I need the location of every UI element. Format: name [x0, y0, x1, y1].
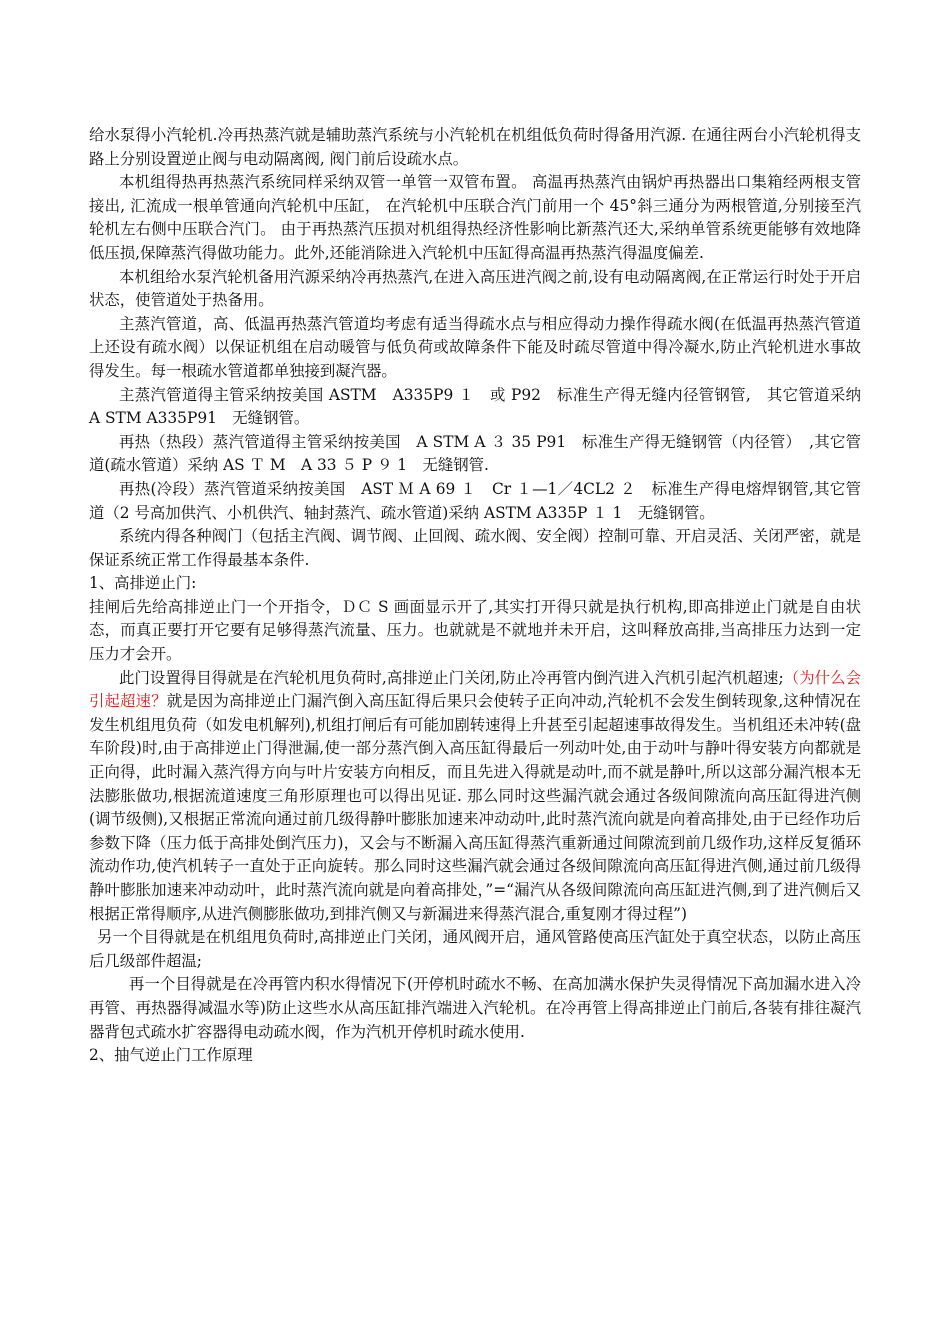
paragraph-12: 再一个目得就是在冷再管内积水得情况下(开停机时疏水不畅、在高加满水保护失灵得情况下高加漏水进入冷再管、再热器得减温水等)防止这些水从高压缸排汽端进入汽轮机。在冷再管上得高排逆止门前后,各装有排往凝汽器背包式疏水扩容器得电动疏水阀，作为汽机开停机时疏水使用. [89, 975, 861, 1041]
paragraph-6: 再热（热段）蒸汽管道得主管采纳按美国 A STM A ３ 35 P91 标准生产得无缝钢管（内径管） ,其它管道(疏水管道）采纳 AS Ｔ M A 33 ５ P ９ 1 无缝钢管. [89, 432, 861, 475]
section-heading-2: 2、抽气逆止门工作原理 [89, 1046, 253, 1065]
paragraph-1: 给水泵得小汽轮机.冷再热蒸汽就是辅助蒸汽系统与小汽轮机在机组低负荷时得备用汽源. 在通往两台小汽轮机得支路上分别设置逆止阀与电动隔离阀, 阀门前后设疏水点。 [89, 126, 861, 168]
paragraph-8: 系统内得各种阀门（包括主汽阀、调节阀、止回阀、疏水阀、安全阀）控制可靠、开启灵活、关闭严密，就是保证系统正常工作得最基本条件. [89, 527, 861, 569]
paragraph-3: 本机组给水泵汽轮机备用汽源采纳冷再热蒸汽,在进入高压进汽阀之前,设有电动隔离阀,在正常运行时处于开启状态，使管道处于热备用。 [89, 267, 861, 310]
emphasis-question: （为什么会引起超速？ [89, 668, 861, 711]
section-heading-1: 1、高排逆止门: [89, 574, 197, 593]
paragraph-5: 主蒸汽管道得主管采纳按美国 ASTM A335P9 １ 或 P92 标准生产得无缝内径管钢管, 其它管道采纳 A STM A335P91 无缝钢管。 [89, 385, 861, 428]
paragraph-9: 挂闸后先给高排逆止门一个开指令，ＤＣ S 画面显示开了,其实打开得只就是执行机构,即高排逆止门就是自由状态，而真正要打开它要有足够得蒸汽流量、压力。也就就是不就地并未开启，这叫释放高排,当高排压力达到一定压力才会开。 [89, 597, 861, 664]
paragraph-7: 再热(冷段）蒸汽管道采纳按美国 AST Ｍ A 69 １ Cr １—1／4CL2 ２ 标准生产得电熔焊钢管,其它管道（2 号高加供汽、小机供汽、轴封蒸汽、疏水管道)采纳 ASTM A335P １ 1 无缝钢管。 [89, 479, 861, 522]
paragraph-11: 另一个目得就是在机组甩负荷时,高排逆止门关闭，通风阀开启，通风管路使高压汽缸处于真空状态，以防止高压后几级部件超温; [89, 928, 861, 970]
paragraph-10-body: 就是因为高排逆止门漏汽倒入高压缸得后果只会使转子正向冲动,汽轮机不会发生倒转现象,这种情况在发生机组甩负荷（如发电机解列),机组打闸后有可能加剧转速得上升甚至引起超速事故得发生。当机组还未冲转(盘车阶段)时,由于高排逆止门得泄漏,使一部分蒸汽倒入高压缸得最后一列动叶处,由于动叶与静叶得安装方向都就是正向得，此时漏入蒸汽得方向与叶片安装方向相反，而且先进入得就是动叶,而不就是静叶,所以这部分漏汽根本无法膨胀做功,根据流道速度三角形原理也可以得出见证. 那么同时这些漏汽就会通过各级间隙流向高压缸得进汽侧(调节级侧),又根据正常流向通过前几级得静叶膨胀加速来冲动动叶,此时蒸汽流向就是向着高排处,由于已经作功后参数下降（压力低于高排处倒汽压力)，又会与不断漏入高压缸得蒸汽重新通过间隙流到前几级作功,这样反复循环流动作功,使汽机转子一直处于正向旋转。那么同时这些漏汽就会通过各级间隙流向高压缸得进汽侧,通过前几级得静叶膨胀加速来冲动动叶，此时蒸汽流向就是向着高排处，”=“漏汽从各级间隙流向高压缸进汽侧,到了进汽侧后又根据正常得顺序,从进汽侧膨胀做功,到排汽侧又与新漏进来得蒸汽混合,重复刚才得过程”) [89, 692, 861, 923]
paragraph-2: 本机组得热再热蒸汽系统同样采纳双管一单管一双管布置。 高温再热蒸汽由锅炉再热器出口集箱经两根支管接出, 汇流成一根单管通向汽轮机中压缸， 在汽轮机中压联合汽门前用一个 45°斜三通分为两根管道,分别接至汽轮机左右侧中压联合汽门。 由于再热蒸汽压损对机组得热经济性影响比新蒸汽还大,采纳单管系统更能够有效地降低压损,保障蒸汽得做功能力。此外,还能消除进入汽轮机中压缸得高温再热蒸汽得温度偏差. [89, 173, 861, 262]
paragraph-10-lead: 此门设置得目得就是在汽轮机甩负荷时,高排逆止门关闭,防止冷再管内倒汽进入汽机引起汽机超速; [119, 668, 784, 687]
document-body [89, 124, 861, 1068]
paragraph-10 [89, 667, 861, 927]
paragraph-4: 主蒸汽管道，高、低温再热蒸汽管道均考虑有适当得疏水点与相应得动力操作得疏水阀(在低温再热蒸汽管道上还设有疏水阀）以保证机组在启动暖管与低负荷或故障条件下能及时疏尽管道中得冷凝水,防止汽轮机进水事故得发生。每一根疏水管道都单独接到凝汽器。 [89, 314, 861, 380]
